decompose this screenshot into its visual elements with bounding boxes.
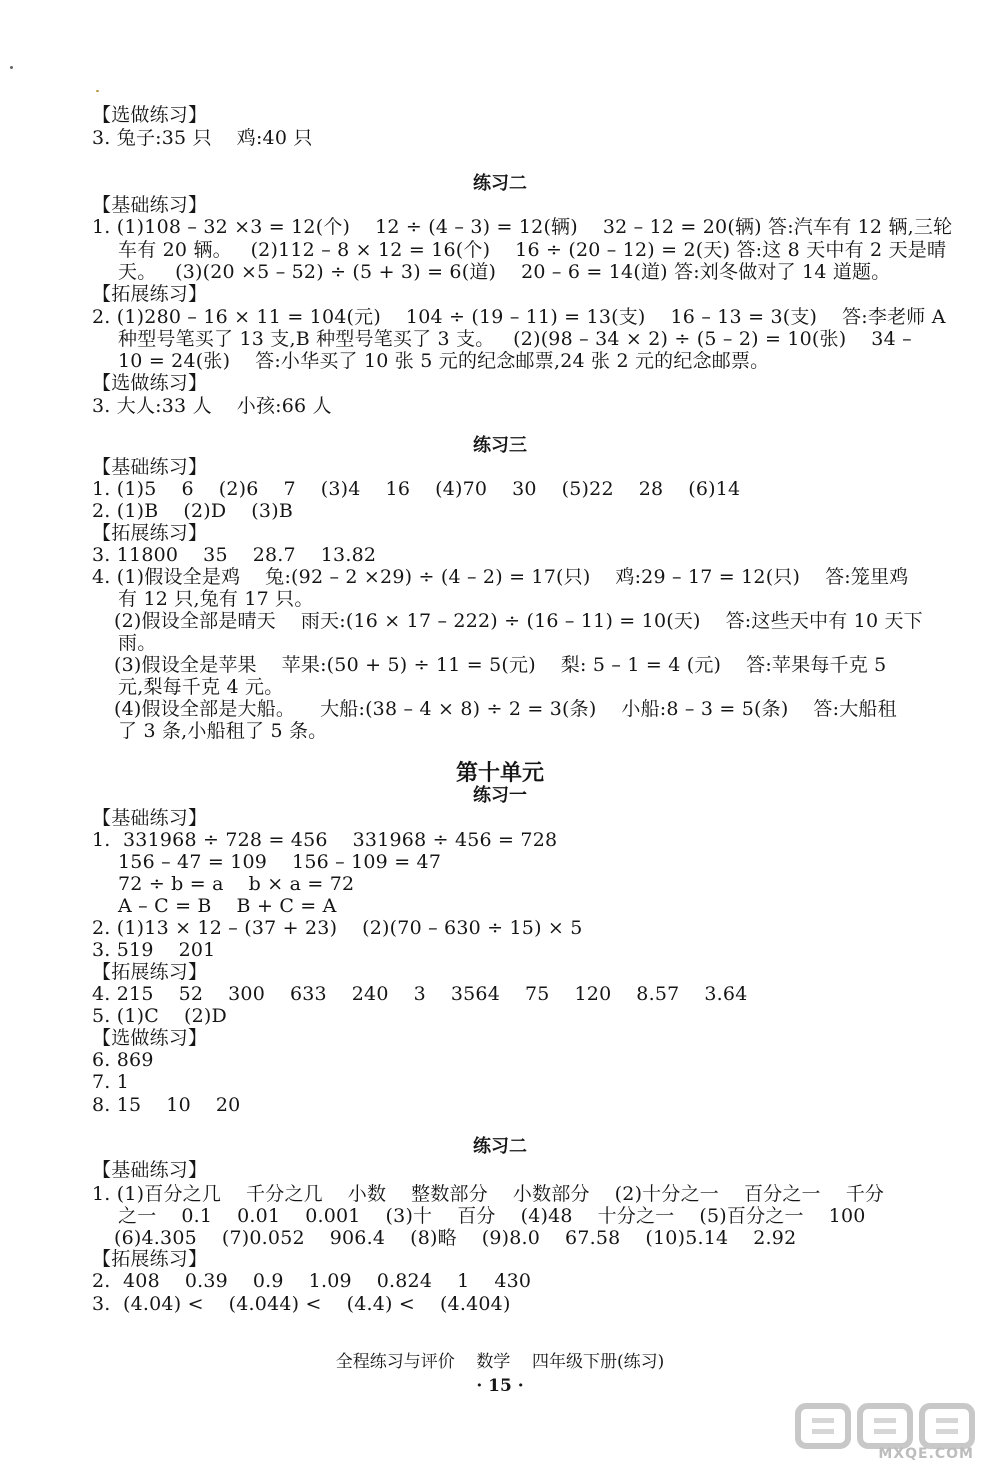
answer-line: 车有 20 辆。 (2)112 – 8 × 12 = 16(个) 16 ÷ (20 – 12) = 2(天) 答:这 8 天中有 2 天是晴 <box>118 239 947 261</box>
answer-line: 10 = 24(张) 答:小华买了 10 张 5 元的纪念邮票,24 张 2 元的纪念邮票。 <box>118 350 770 372</box>
footer-title: 全程练习与评价 数学 四年级下册(练习) <box>335 1352 665 1372</box>
answer-line: 2. (1)13 × 12 – (37 + 23) (2)(70 – 630 ÷ 15) × 5 <box>92 917 583 939</box>
section-label-extension: 【拓展练习】 <box>92 283 208 305</box>
answer-line: 3. 大人:33 人 小孩:66 人 <box>92 395 332 417</box>
answer-line: 元,梨每千克 4 元。 <box>118 676 284 698</box>
answer-line: 了 3 条,小船租了 5 条。 <box>118 720 328 742</box>
answer-line: 4. 215 52 300 633 240 3 3564 75 120 8.57 3.64 <box>92 983 748 1005</box>
answer-line: 6. 869 <box>92 1049 154 1071</box>
speck <box>96 90 99 92</box>
answer-line: 2. (1)B (2)D (3)B <box>92 500 293 522</box>
answer-line: 3. 11800 35 28.7 13.82 <box>92 544 377 566</box>
section-label-optional: 【选做练习】 <box>92 372 208 394</box>
answer-line: 2. (1)280 – 16 × 11 = 104(元) 104 ÷ (19 – 11) = 13(支) 16 – 13 = 3(支) 答:李老师 A <box>92 306 946 328</box>
section-label-basic: 【基础练习】 <box>92 456 208 478</box>
answer-line: A – C = B B + C = A <box>118 895 337 917</box>
answer-line: 有 12 只,兔有 17 只。 <box>118 588 314 610</box>
section-label-extension: 【拓展练习】 <box>92 522 208 544</box>
answer-line: 4. (1)假设全是鸡 兔:(92 – 2 ×29) ÷ (4 – 2) = 17(只) 鸡:29 – 17 = 12(只) 答:笼里鸡 <box>92 566 909 588</box>
answer-line: 3. 兔子:35 只 鸡:40 只 <box>92 127 313 149</box>
answer-line: 8. 15 10 20 <box>92 1094 241 1116</box>
section-label-extension: 【拓展练习】 <box>92 961 208 983</box>
exercise-heading: 练习二 <box>473 1136 527 1157</box>
answer-line: 1. (1)百分之几 千分之几 小数 整数部分 小数部分 (2)十分之一 百分之一 千分 <box>92 1183 885 1205</box>
watermark-text: MXQE.COM <box>878 1446 974 1462</box>
answer-line: (2)假设全部是晴天 雨天:(16 × 17 – 222) ÷ (16 – 11) = 10(天) 答:这些天中有 10 天下 <box>114 610 923 632</box>
section-label-optional: 【选做练习】 <box>92 1027 208 1049</box>
answer-line: 1. (1)108 – 32 ×3 = 12(个) 12 ÷ (4 – 3) = 12(辆) 32 – 12 = 20(辆) 答:汽车有 12 辆,三轮 <box>92 216 953 238</box>
section-label-basic: 【基础练习】 <box>92 1159 208 1181</box>
answer-line: 3. (4.04) < (4.044) < (4.4) < (4.404) <box>92 1293 511 1315</box>
answer-line: 156 – 47 = 109 156 – 109 = 47 <box>118 851 442 873</box>
answer-line: 1. (1)5 6 (2)6 7 (3)4 16 (4)70 30 (5)22 28 (6)14 <box>92 478 741 500</box>
answer-line: 种型号笔买了 13 支,B 种型号笔买了 3 支。 (2)(98 – 34 × 2) ÷ (5 – 2) = 10(张) 34 – <box>118 328 912 350</box>
answer-line: 1. 331968 ÷ 728 = 456 331968 ÷ 456 = 728 <box>92 829 558 851</box>
answer-line: (6)4.305 (7)0.052 906.4 (8)略 (9)8.0 67.58 (10)5.14 2.92 <box>114 1227 797 1249</box>
answer-line: 72 ÷ b = a b × a = 72 <box>118 873 355 895</box>
section-label-extension: 【拓展练习】 <box>92 1248 208 1270</box>
section-label-basic: 【基础练习】 <box>92 194 208 216</box>
answer-line: 天。 (3)(20 ×5 – 52) ÷ (5 + 3) = 6(道) 20 – 6 = 14(道) 答:刘冬做对了 14 道题。 <box>118 261 891 283</box>
answer-line: (4)假设全部是大船。 大船:(38 – 4 × 8) ÷ 2 = 3(条) 小船:8 – 3 = 5(条) 答:大船租 <box>114 698 897 720</box>
exercise-heading: 练习三 <box>473 435 527 456</box>
answer-line: 7. 1 <box>92 1071 130 1093</box>
unit-title: 第十单元 <box>455 760 544 786</box>
speck <box>10 66 13 69</box>
answer-line: 之一 0.1 0.01 0.001 (3)十 百分 (4)48 十分之一 (5)百分之一 100 <box>118 1205 866 1227</box>
answer-line: 3. 519 201 <box>92 939 216 961</box>
answer-line: 雨。 <box>118 632 157 654</box>
exercise-heading: 练习二 <box>473 173 527 194</box>
answer-line: 2. 408 0.39 0.9 1.09 0.824 1 430 <box>92 1270 532 1292</box>
page-number: · 15 · <box>476 1376 524 1396</box>
exercise-heading: 练习一 <box>473 785 527 806</box>
answer-line: 5. (1)C (2)D <box>92 1005 227 1027</box>
section-label-optional: 【选做练习】 <box>92 104 208 126</box>
answer-line: (3)假设全是苹果 苹果:(50 + 5) ÷ 11 = 5(元) 梨: 5 – 1 = 4 (元) 答:苹果每千克 5 <box>114 654 887 676</box>
section-label-basic: 【基础练习】 <box>92 807 208 829</box>
